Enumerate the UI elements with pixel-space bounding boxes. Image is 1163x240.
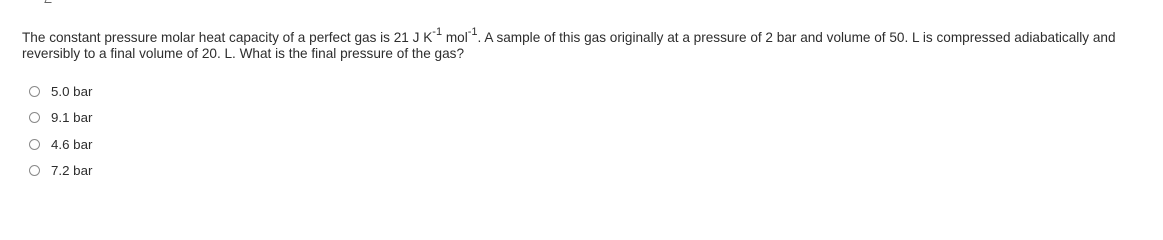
answer-option-2[interactable]: [29, 105, 92, 132]
radio-button[interactable]: [29, 86, 40, 97]
question-text: [22, 26, 1142, 62]
scroll-artifact-mark: [44, 0, 54, 3]
radio-button[interactable]: [29, 139, 40, 150]
answer-option-label: 4.6 bar: [51, 136, 93, 152]
radio-button[interactable]: [29, 165, 40, 176]
answer-option-label: 9.1 bar: [51, 110, 93, 126]
answer-option-label: 5.0 bar: [51, 83, 93, 99]
question-part-1: The constant pressure molar heat capacity of a perfect gas is 21 J K: [22, 30, 433, 45]
answer-option-1[interactable]: [29, 78, 92, 105]
question-part-2: mol: [442, 30, 468, 45]
question-part-3: . A sample of this gas originally at a pressure of 2 bar and volume of 50. L is compressed adiabatically and reversibly to a final volume of 20. L. What is the final pressure of the gas?: [22, 30, 1116, 61]
question-superscript-2: -1: [467, 26, 478, 39]
answer-options: [29, 78, 92, 184]
question-superscript-1: -1: [432, 26, 443, 39]
answer-option-4[interactable]: [29, 158, 92, 185]
radio-button[interactable]: [29, 112, 40, 123]
answer-option-3[interactable]: [29, 131, 92, 158]
answer-option-label: 7.2 bar: [51, 163, 93, 179]
